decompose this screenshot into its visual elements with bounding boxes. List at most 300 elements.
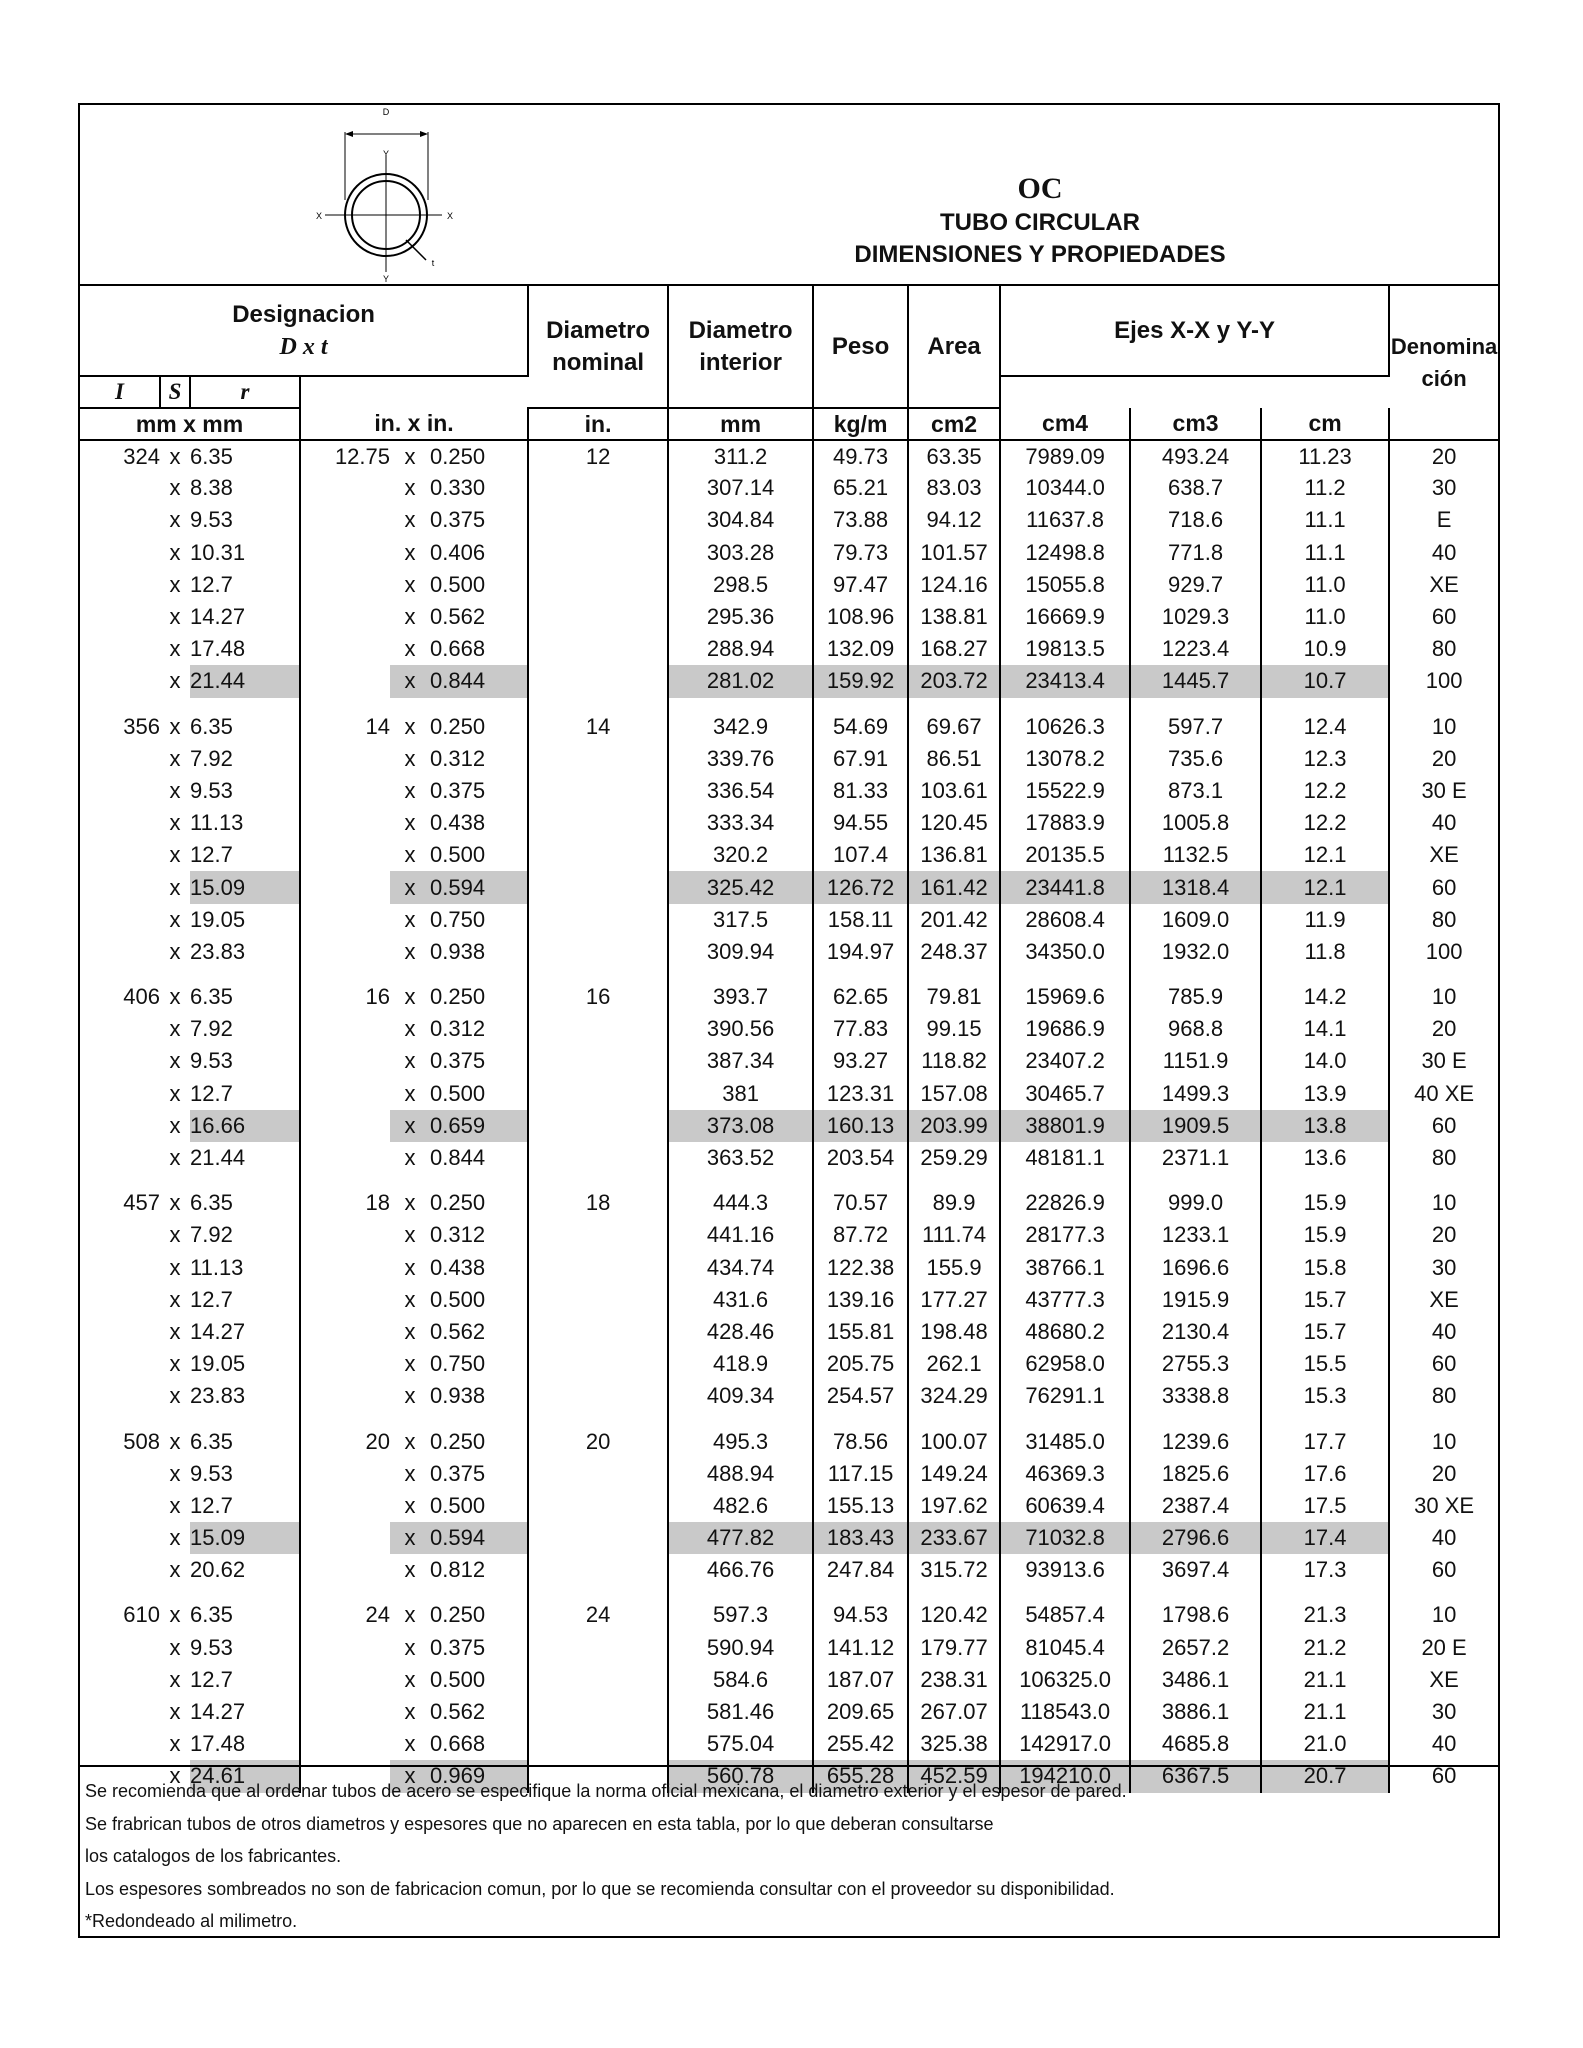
separator-x: x xyxy=(169,1254,181,1280)
cell-area: 238.31 xyxy=(908,1664,1000,1696)
cell-den: 30 E xyxy=(1421,1048,1467,1074)
cell-area: 198.48 xyxy=(908,1316,1000,1348)
cell-i: 38801.9 xyxy=(1000,1110,1130,1142)
header-i: I xyxy=(80,376,160,408)
cell-t-mm: 9.53 xyxy=(190,1045,300,1077)
cell-den: 80 xyxy=(1431,636,1457,662)
cell-t-in: 0.330 xyxy=(430,472,528,504)
cell-d-mm xyxy=(80,743,160,775)
cell-r: 15.7 xyxy=(1261,1284,1389,1316)
cell-nom xyxy=(528,1252,668,1284)
cell-nom xyxy=(528,1490,668,1522)
cell-peso: 73.88 xyxy=(813,504,908,536)
cell-d-in: 20 xyxy=(365,1428,390,1454)
cell-i: 48680.2 xyxy=(1000,1316,1130,1348)
cell-d-mm: 324 xyxy=(123,443,160,469)
dim-arrow-left xyxy=(345,131,353,137)
cell-r: 21.3 xyxy=(1261,1599,1389,1631)
cell-d-in: 14 xyxy=(365,713,390,739)
cell-d-mm xyxy=(80,1219,160,1251)
cell-peso: 94.53 xyxy=(813,1599,908,1631)
cell-area: 83.03 xyxy=(908,472,1000,504)
table-row xyxy=(80,472,1498,504)
cell-d-mm xyxy=(80,1078,160,1110)
cell-di: 409.34 xyxy=(668,1380,813,1412)
separator-x: x xyxy=(169,1318,181,1344)
cell-t-in: 0.750 xyxy=(430,1348,528,1380)
separator-x: x xyxy=(404,906,416,932)
separator-x: x xyxy=(169,1731,181,1757)
cell-d-mm xyxy=(80,871,160,903)
cell-di: 288.94 xyxy=(668,633,813,665)
cell-peso: 132.09 xyxy=(813,633,908,665)
cell-nom xyxy=(528,569,668,601)
cell-di: 317.5 xyxy=(668,904,813,936)
cell-t-mm: 6.35 xyxy=(190,981,300,1013)
cell-t-in: 0.375 xyxy=(430,504,528,536)
group-spacer xyxy=(80,1174,1498,1187)
cell-area: 452.59 xyxy=(908,1760,1000,1792)
group-spacer xyxy=(80,968,1498,981)
cell-d-in xyxy=(300,1045,390,1077)
cell-d-in xyxy=(300,1284,390,1316)
cell-den: XE xyxy=(1429,1286,1459,1312)
cell-peso: 70.57 xyxy=(813,1187,908,1219)
cell-s: 735.6 xyxy=(1130,743,1261,775)
cell-s: 1825.6 xyxy=(1130,1458,1261,1490)
cell-nom: 12 xyxy=(528,440,668,472)
cell-den: 20 xyxy=(1431,1460,1457,1486)
cell-s: 2387.4 xyxy=(1130,1490,1261,1522)
cell-t-in: 0.375 xyxy=(430,1045,528,1077)
separator-x: x xyxy=(390,1110,430,1142)
cell-peso: 139.16 xyxy=(813,1284,908,1316)
separator-x: x xyxy=(404,1557,416,1583)
table-row xyxy=(80,1425,1498,1457)
separator-x: x xyxy=(404,443,416,469)
cell-d-in xyxy=(300,537,390,569)
separator-x: x xyxy=(169,1112,181,1138)
cell-t-in: 0.668 xyxy=(430,633,528,665)
cell-area: 94.12 xyxy=(908,504,1000,536)
cell-s: 2130.4 xyxy=(1130,1316,1261,1348)
table-row xyxy=(80,1284,1498,1316)
cell-den: 60 xyxy=(1431,604,1457,630)
cell-nom xyxy=(528,871,668,903)
cell-s: 929.7 xyxy=(1130,569,1261,601)
cell-t-in: 0.594 xyxy=(430,1522,528,1554)
cell-peso: 209.65 xyxy=(813,1696,908,1728)
cell-di: 320.2 xyxy=(668,839,813,871)
cell-den: 60 xyxy=(1431,1351,1457,1377)
table-row xyxy=(80,1142,1498,1174)
cell-nom xyxy=(528,1632,668,1664)
cell-area: 324.29 xyxy=(908,1380,1000,1412)
cell-s: 2796.6 xyxy=(1130,1522,1261,1554)
cell-t-in: 0.938 xyxy=(430,936,528,968)
cell-den: XE xyxy=(1429,571,1459,597)
cell-t-in: 0.812 xyxy=(430,1554,528,1586)
cell-t-mm: 20.62 xyxy=(190,1554,300,1586)
cell-di: 495.3 xyxy=(668,1425,813,1457)
separator-x: x xyxy=(404,1428,416,1454)
table-row xyxy=(80,1696,1498,1728)
cell-s: 3338.8 xyxy=(1130,1380,1261,1412)
separator-x: x xyxy=(169,713,181,739)
cell-den: 20 xyxy=(1431,1222,1457,1248)
cell-s: 1239.6 xyxy=(1130,1425,1261,1457)
cell-t-mm: 15.09 xyxy=(190,871,300,903)
cell-i: 19813.5 xyxy=(1000,633,1130,665)
cell-peso: 97.47 xyxy=(813,569,908,601)
table-row xyxy=(80,871,1498,903)
cell-s: 1005.8 xyxy=(1130,807,1261,839)
unit-cm2: cm2 xyxy=(908,408,1000,440)
cell-s: 718.6 xyxy=(1130,504,1261,536)
cell-peso: 65.21 xyxy=(813,472,908,504)
header-area: Area xyxy=(908,286,1000,408)
cell-nom xyxy=(528,1458,668,1490)
table-row xyxy=(80,1078,1498,1110)
label-x-right: X xyxy=(446,211,454,221)
cell-d-in xyxy=(300,1522,390,1554)
cell-nom: 20 xyxy=(528,1425,668,1457)
table-row xyxy=(80,1013,1498,1045)
cell-area: 325.38 xyxy=(908,1728,1000,1760)
separator-x: x xyxy=(404,1222,416,1248)
cell-area: 99.15 xyxy=(908,1013,1000,1045)
header-diam-nominal: Diametro nominal xyxy=(528,286,668,408)
cell-d-in xyxy=(300,807,390,839)
cell-t-mm: 6.35 xyxy=(190,440,300,472)
cell-d-mm xyxy=(80,1348,160,1380)
cell-peso: 655.28 xyxy=(813,1760,908,1792)
cell-area: 203.72 xyxy=(908,665,1000,697)
cell-t-in: 0.438 xyxy=(430,807,528,839)
cell-d-mm xyxy=(80,1380,160,1412)
cell-i: 106325.0 xyxy=(1000,1664,1130,1696)
cell-s: 1223.4 xyxy=(1130,633,1261,665)
cell-s: 1932.0 xyxy=(1130,936,1261,968)
cell-area: 103.61 xyxy=(908,775,1000,807)
separator-x: x xyxy=(404,1145,416,1171)
separator-x: x xyxy=(404,1016,416,1042)
cell-den: 40 xyxy=(1431,539,1457,565)
table-row xyxy=(80,1664,1498,1696)
cell-t-mm: 7.92 xyxy=(190,743,300,775)
cell-d-mm xyxy=(80,1664,160,1696)
separator-x: x xyxy=(169,1080,181,1106)
unit-cm: cm xyxy=(1261,408,1389,440)
table-row xyxy=(80,839,1498,871)
cell-t-mm: 12.7 xyxy=(190,1284,300,1316)
separator-x: x xyxy=(404,1383,416,1409)
cell-t-in: 0.500 xyxy=(430,569,528,601)
cell-t-in: 0.562 xyxy=(430,1316,528,1348)
cell-peso: 155.13 xyxy=(813,1490,908,1522)
label-t: t xyxy=(431,258,435,268)
cell-i: 23441.8 xyxy=(1000,871,1130,903)
table-row xyxy=(80,711,1498,743)
separator-x: x xyxy=(169,1763,181,1789)
table-row xyxy=(80,1316,1498,1348)
label-y-bottom: Y xyxy=(382,274,390,284)
footnote: los catalogos de los fabricantes. xyxy=(85,1846,342,1866)
cell-t-mm: 6.35 xyxy=(190,1187,300,1219)
cell-peso: 141.12 xyxy=(813,1632,908,1664)
table-row xyxy=(80,1554,1498,1586)
cell-peso: 159.92 xyxy=(813,665,908,697)
cell-i: 46369.3 xyxy=(1000,1458,1130,1490)
dim-arrow-right xyxy=(420,131,428,137)
cell-s: 968.8 xyxy=(1130,1013,1261,1045)
cell-d-in: 12.75 xyxy=(334,443,390,469)
cell-peso: 122.38 xyxy=(813,1252,908,1284)
cell-d-mm xyxy=(80,1458,160,1490)
cell-area: 315.72 xyxy=(908,1554,1000,1586)
table-row xyxy=(80,504,1498,536)
separator-x: x xyxy=(169,1460,181,1486)
cell-peso: 107.4 xyxy=(813,839,908,871)
cell-den: 30 xyxy=(1431,1699,1457,1725)
cell-r: 12.2 xyxy=(1261,775,1389,807)
separator-x: x xyxy=(404,507,416,533)
cell-r: 11.9 xyxy=(1261,904,1389,936)
cell-d-mm xyxy=(80,1696,160,1728)
cell-nom xyxy=(528,537,668,569)
cell-i: 10344.0 xyxy=(1000,472,1130,504)
cell-d-mm xyxy=(80,504,160,536)
cell-area: 120.42 xyxy=(908,1599,1000,1631)
separator-x: x xyxy=(404,1666,416,1692)
cell-i: 19686.9 xyxy=(1000,1013,1130,1045)
separator-x: x xyxy=(169,1016,181,1042)
cell-t-mm: 8.38 xyxy=(190,472,300,504)
cell-d-in xyxy=(300,1632,390,1664)
cell-r: 15.9 xyxy=(1261,1187,1389,1219)
cell-den: 80 xyxy=(1431,1145,1457,1171)
cell-t-in: 0.250 xyxy=(430,981,528,1013)
cell-di: 581.46 xyxy=(668,1696,813,1728)
cell-t-mm: 6.35 xyxy=(190,1599,300,1631)
cell-t-mm: 12.7 xyxy=(190,569,300,601)
cell-peso: 155.81 xyxy=(813,1316,908,1348)
footnote: *Redondeado al milimetro. xyxy=(85,1911,298,1931)
cell-area: 79.81 xyxy=(908,981,1000,1013)
cell-di: 333.34 xyxy=(668,807,813,839)
cell-d-in xyxy=(300,1554,390,1586)
separator-x: x xyxy=(169,1634,181,1660)
cell-t-in: 0.312 xyxy=(430,1013,528,1045)
cell-nom xyxy=(528,601,668,633)
table-row xyxy=(80,1219,1498,1251)
separator-x: x xyxy=(404,1492,416,1518)
cell-t-mm: 24.61 xyxy=(190,1760,300,1792)
cell-i: 28608.4 xyxy=(1000,904,1130,936)
table-row xyxy=(80,665,1498,697)
cell-t-mm: 12.7 xyxy=(190,839,300,871)
cell-den: XE xyxy=(1429,842,1459,868)
cell-den: 40 xyxy=(1431,810,1457,836)
cell-nom xyxy=(528,936,668,968)
footnote: Se frabrican tubos de otros diametros y espesores que no aparecen en esta tabla, por lo que deberan consultarse xyxy=(85,1813,994,1834)
separator-x: x xyxy=(169,1525,181,1551)
cell-nom xyxy=(528,1522,668,1554)
cell-peso: 49.73 xyxy=(813,440,908,472)
cell-i: 17883.9 xyxy=(1000,807,1130,839)
cell-di: 560.78 xyxy=(668,1760,813,1792)
separator-x: x xyxy=(169,1048,181,1074)
cell-di: 363.52 xyxy=(668,1142,813,1174)
cell-di: 466.76 xyxy=(668,1554,813,1586)
separator-x: x xyxy=(169,507,181,533)
cell-nom xyxy=(528,504,668,536)
cell-r: 15.7 xyxy=(1261,1316,1389,1348)
cell-t-in: 0.750 xyxy=(430,904,528,936)
cell-nom xyxy=(528,807,668,839)
cell-d-mm: 508 xyxy=(123,1428,160,1454)
header-designacion: Designacion D x t xyxy=(80,286,528,376)
separator-x: x xyxy=(169,842,181,868)
unit-cm3: cm3 xyxy=(1130,408,1261,440)
cell-nom xyxy=(528,1380,668,1412)
cell-den: 20 xyxy=(1431,745,1457,771)
cell-d-in xyxy=(300,839,390,871)
cell-t-in: 0.562 xyxy=(430,601,528,633)
separator-x: x xyxy=(404,984,416,1010)
cell-di: 373.08 xyxy=(668,1110,813,1142)
label-x-left: X xyxy=(315,211,323,221)
cell-t-mm: 21.44 xyxy=(190,1142,300,1174)
separator-x: x xyxy=(169,636,181,662)
table-row xyxy=(80,1380,1498,1412)
label-y-top: Y xyxy=(382,149,390,159)
separator-x: x xyxy=(169,1666,181,1692)
separator-x: x xyxy=(404,1190,416,1216)
cell-r: 11.8 xyxy=(1261,936,1389,968)
cell-den: XE xyxy=(1429,1666,1459,1692)
table-row xyxy=(80,775,1498,807)
cell-s: 1696.6 xyxy=(1130,1252,1261,1284)
cell-i: 43777.3 xyxy=(1000,1284,1130,1316)
cell-s: 3486.1 xyxy=(1130,1664,1261,1696)
cell-peso: 79.73 xyxy=(813,537,908,569)
cell-d-in xyxy=(300,1252,390,1284)
cell-s: 1499.3 xyxy=(1130,1078,1261,1110)
cell-t-in: 0.668 xyxy=(430,1728,528,1760)
separator-x: x xyxy=(404,1080,416,1106)
table-row xyxy=(80,743,1498,775)
separator-x: x xyxy=(169,668,181,694)
cell-d-mm xyxy=(80,537,160,569)
page-title: TUBO CIRCULAR xyxy=(940,209,1140,236)
cell-d-in xyxy=(300,665,390,697)
separator-x: x xyxy=(404,1048,416,1074)
cell-d-in xyxy=(300,504,390,536)
cell-t-in: 0.250 xyxy=(430,1599,528,1631)
cell-di: 339.76 xyxy=(668,743,813,775)
cell-d-in xyxy=(300,775,390,807)
cell-s: 3697.4 xyxy=(1130,1554,1261,1586)
cell-peso: 77.83 xyxy=(813,1013,908,1045)
cell-r: 12.4 xyxy=(1261,711,1389,743)
cell-r: 17.3 xyxy=(1261,1554,1389,1586)
cell-den: 10 xyxy=(1431,1428,1457,1454)
cell-r: 12.2 xyxy=(1261,807,1389,839)
cell-r: 12.1 xyxy=(1261,839,1389,871)
cell-den: 10 xyxy=(1431,984,1457,1010)
cell-nom xyxy=(528,1316,668,1348)
cell-d-in xyxy=(300,569,390,601)
cell-t-mm: 15.09 xyxy=(190,1522,300,1554)
separator-x: x xyxy=(404,475,416,501)
cell-t-mm: 6.35 xyxy=(190,711,300,743)
cell-nom xyxy=(528,1728,668,1760)
cell-s: 2371.1 xyxy=(1130,1142,1261,1174)
cell-di: 575.04 xyxy=(668,1728,813,1760)
cell-peso: 117.15 xyxy=(813,1458,908,1490)
separator-x: x xyxy=(404,810,416,836)
cell-nom xyxy=(528,904,668,936)
cell-nom xyxy=(528,1219,668,1251)
cell-i: 30465.7 xyxy=(1000,1078,1130,1110)
cell-d-in xyxy=(300,1664,390,1696)
cell-r: 21.1 xyxy=(1261,1696,1389,1728)
cell-di: 281.02 xyxy=(668,665,813,697)
cell-d-mm xyxy=(80,936,160,968)
cell-s: 1233.1 xyxy=(1130,1219,1261,1251)
cell-d-in xyxy=(300,743,390,775)
cell-di: 441.16 xyxy=(668,1219,813,1251)
table-row xyxy=(80,904,1498,936)
cell-r: 11.0 xyxy=(1261,569,1389,601)
cell-i: 15969.6 xyxy=(1000,981,1130,1013)
separator-x: x xyxy=(169,1557,181,1583)
cell-r: 12.1 xyxy=(1261,871,1389,903)
profile-code: OC xyxy=(1017,172,1063,205)
cell-area: 155.9 xyxy=(908,1252,1000,1284)
cell-d-mm xyxy=(80,665,160,697)
cell-s: 597.7 xyxy=(1130,711,1261,743)
cell-t-mm: 21.44 xyxy=(190,665,300,697)
cell-di: 390.56 xyxy=(668,1013,813,1045)
cell-i: 13078.2 xyxy=(1000,743,1130,775)
cell-d-mm xyxy=(80,1110,160,1142)
cell-nom xyxy=(528,472,668,504)
separator-x: x xyxy=(404,636,416,662)
cell-t-mm: 9.53 xyxy=(190,1632,300,1664)
cell-t-mm: 6.35 xyxy=(190,1425,300,1457)
cell-t-in: 0.500 xyxy=(430,1284,528,1316)
table-row xyxy=(80,601,1498,633)
tube-section-diagram xyxy=(230,105,490,286)
spec-sheet xyxy=(78,103,1500,1938)
cell-d-mm xyxy=(80,1522,160,1554)
cell-s: 4685.8 xyxy=(1130,1728,1261,1760)
cell-t-in: 0.438 xyxy=(430,1252,528,1284)
separator-x: x xyxy=(404,604,416,630)
cell-di: 325.42 xyxy=(668,871,813,903)
cell-i: 20135.5 xyxy=(1000,839,1130,871)
cell-di: 418.9 xyxy=(668,1348,813,1380)
cell-d-mm xyxy=(80,775,160,807)
cell-t-mm: 19.05 xyxy=(190,904,300,936)
cell-s: 1445.7 xyxy=(1130,665,1261,697)
table-row xyxy=(80,633,1498,665)
cell-di: 477.82 xyxy=(668,1522,813,1554)
table-row xyxy=(80,569,1498,601)
separator-x: x xyxy=(404,745,416,771)
